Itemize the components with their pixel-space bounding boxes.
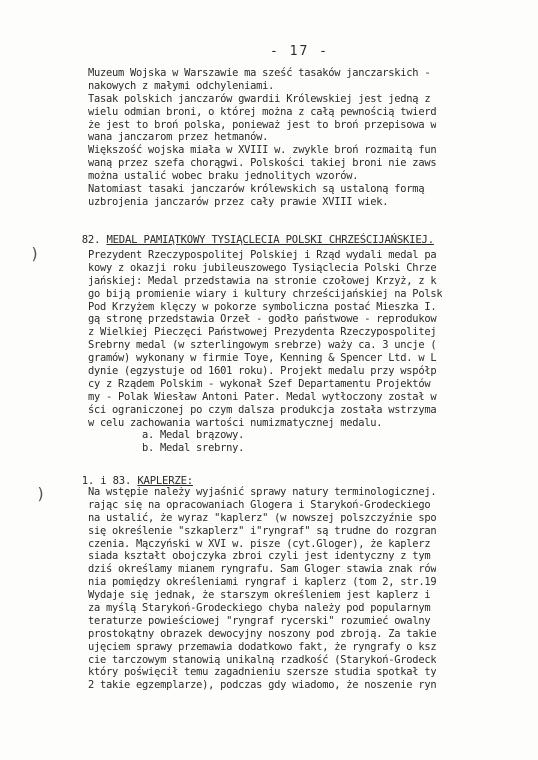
text-line: za myślą Starykoń-Grodeckiego chyba należy pod popularnym [88,602,431,615]
text-line: na ustalić, że wyraz "kaplerz" (w nowszej polszczyźnie spo [88,511,437,524]
text-line: ujęciem sprawy przemawia dodatkowo fakt, że ryngrafy o ksz [88,640,437,653]
text-line: waną przez szefa chorągwi. Polskości takiej broni nie zaws [88,157,437,170]
text-line: można ustalić wobec braku jednolitych wzorów. [88,170,359,183]
text-line: Prezydent Rzeczypospolitej Polskiej i Rząd wydali medal pa [88,249,437,261]
text-line: Na wstępie należy wyjaśnić sprawy natury terminologicznej. [88,486,437,498]
text-line: my - Polak Wiesław Antoni Pater. Medal wytłoczony został w [88,390,437,403]
text-line: z Wielkiej Pieczęci Państwowej Prezydenta Rzeczypospolitej [88,326,437,339]
text-line: rając się na opracowaniach Glogera i Starykoń-Grodeckiego [88,498,431,511]
text-line: uzbrojenia janczarów przez cały prawie XVIII wiek. [88,195,389,208]
section-tasaki-text [88,67,436,209]
text-line: go biją promienie wiary i kultury chrześcijańskiej na Polsk [88,287,443,300]
text-line: Wydaje się jednak, że starszym określeniem jest kaplerz i [88,589,431,602]
page-number: - 17 - [270,44,329,59]
text-line: dynie (egzystuje od 1601 roku). Projekt medalu przy współp [88,365,437,378]
list-item: b. Medal srebrny. [142,442,245,455]
text-line: cy z Rządem Polskim - wykonał Szef Departamentu Projektów [88,377,431,390]
text-line: cie tarczowym stanowią unikalną rzadkość (Starykoń-Grodeck [88,653,437,666]
text-line: Muzeum Wojska w Warszawie ma sześć tasaków janczarskich - [88,67,431,79]
margin-bracket-mark: ) [36,484,46,503]
text-line: czenia. Mączyński w XVI w. pisze (cyt.Gloger), że kaplerz [88,537,431,550]
text-line: nakowych z małymi odchyleniami. [88,79,275,92]
text-line: Natomiast tasaki janczarów królewskich są ustaloną formą [88,183,425,196]
text-line: Większość wojska miała w XVIII w. zwykle broń rozmaitą fun [88,144,437,157]
section-82-number: 82. [81,234,101,246]
text-line: ści ograniczonej po czym dalsza produkcja została wstrzyma [88,403,437,416]
text-line: gramów) wykonany w firmie Toye, Kenning & Spencer Ltd. w L [88,352,437,365]
text-line: teraturze powieściowej "ryngraf rycerski" rozumieć owalny [88,614,431,627]
text-line: 2 takie egzemplarze), podczas gdy wiadomo, że noszenie ryn [88,679,437,692]
text-line: który poświęcił temu zagadnieniu szersze studia spotkał ty [88,666,437,679]
section-83-title: KAPLERZE: [137,475,193,487]
text-line: Srebrny medal (w szterlingowym srebrze) waży ca. 3 uncje ( [88,339,437,352]
section-83-number: 1. i 83. [81,475,132,487]
text-line: dziś określamy mianem ryngrafu. Sam Gloger stawia znak rów [88,563,437,576]
text-line: nia pomiędzy określeniami ryngraf i kaplerz (tom 2, str.19 [88,576,437,589]
text-line: w celu zachowania wartości numizmatycznej medalu. [88,416,383,429]
list-item: a. Medal brązowy. [142,429,245,442]
text-line: jańskiej: Medal przedstawia na stronie czołowej Krzyż, z k [88,274,437,287]
text-line: kowy z okazji roku jubileuszowego Tysiąclecia Polski Chrze [88,261,437,274]
section-82-title: MEDAL PAMIĄTKOWY TYSIĄCLECIA POLSKI CHRZEŚCIJAŃSKIEJ. [106,234,434,246]
text-line: prostokątny obrazek dewocyjny noszony pod zbroją. Za takie [88,627,437,640]
section-83-text [88,486,436,692]
margin-bracket-mark: ) [30,244,40,263]
text-line: się określenie "szkaplerz" i"ryngraf" są trudne do rozgran [88,524,437,537]
section-82-text [88,249,442,455]
text-line: Tasak polskich janczarów gwardii Królewskiej jest jedną z [88,92,431,105]
text-line: siada kształt obojczyka zbroi czyli jest identyczny z tym [88,550,431,563]
text-line: Pod Krzyżem klęczy w pokorze symboliczna postać Mieszka I. [88,300,437,313]
text-line: wana janczarom przez hetmanów. [88,131,269,144]
text-line: że jest to broń polska, ponieważ jest to broń przepisowa w [88,118,437,131]
text-line: gą stronę przedstawia Orzeł - godło państwowe - reprodukow [88,313,437,326]
text-line: wielu odmian broni, o której można z całą pewnością twierd [88,105,437,118]
